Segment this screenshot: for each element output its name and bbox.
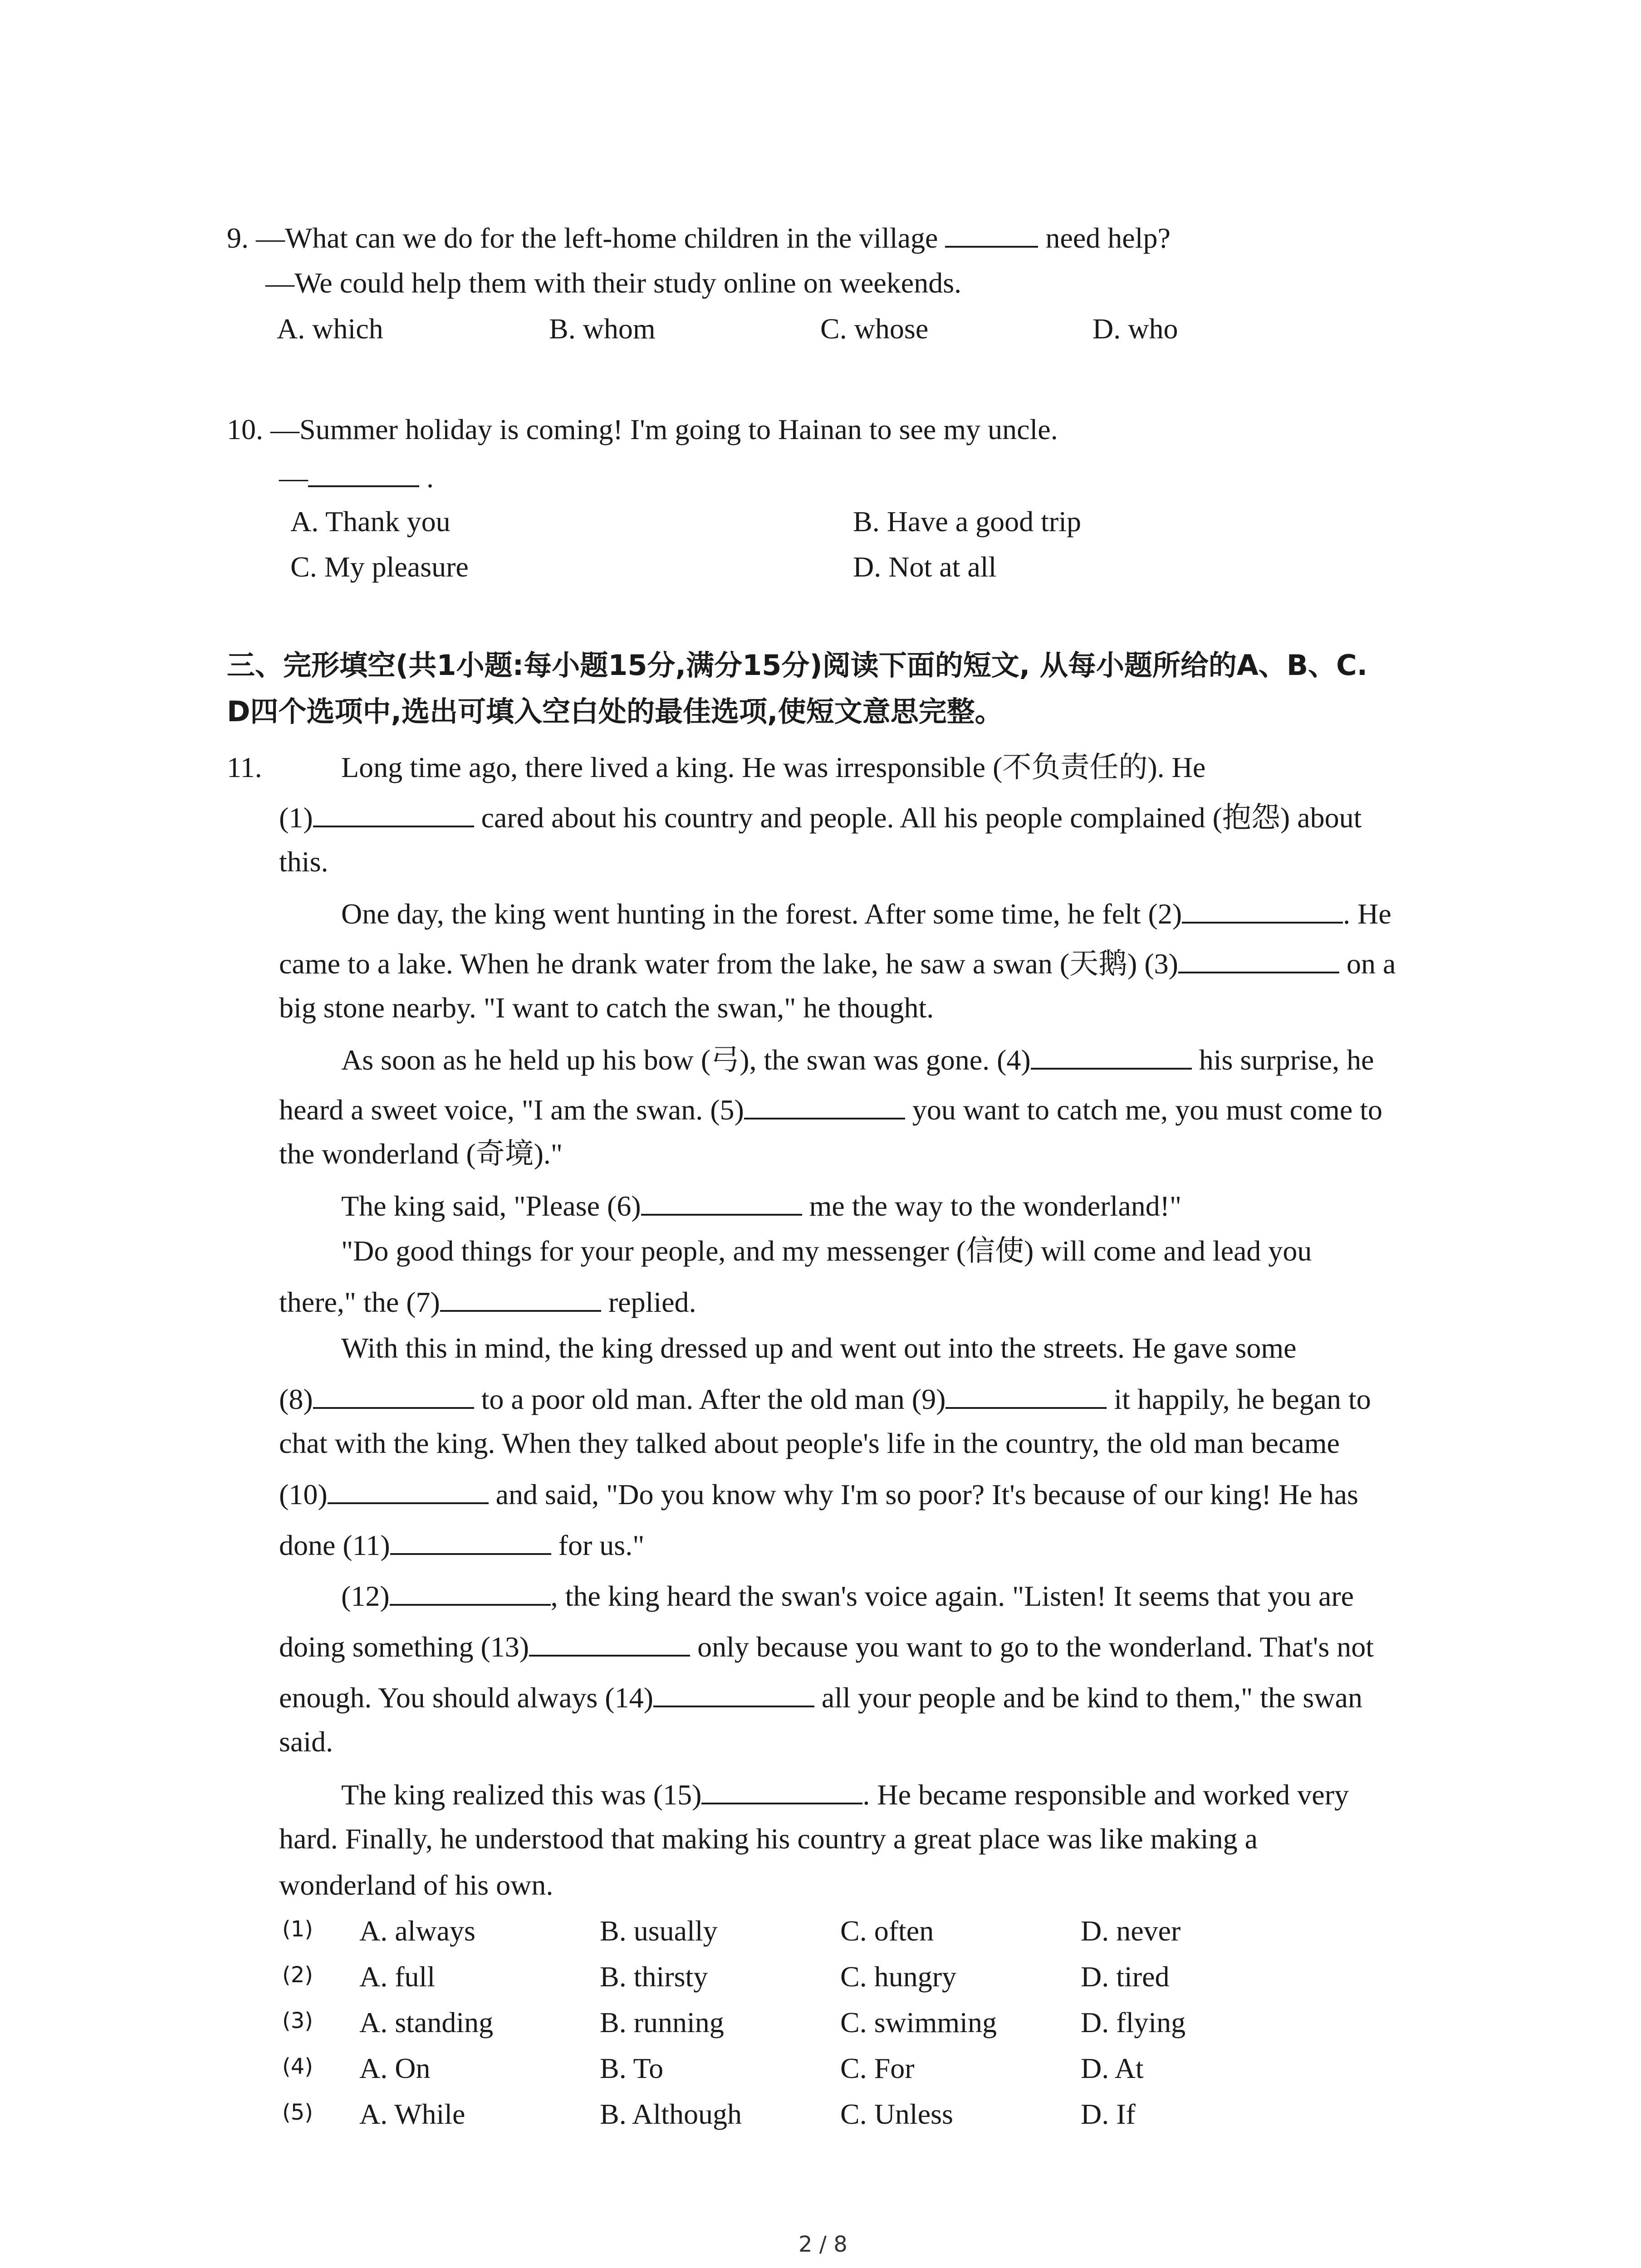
passage-line: chat with the king. When they talked about people's life in the country, the old man became (279, 1427, 1340, 1459)
choice-option: C. swimming (840, 2006, 997, 2038)
passage-text: on a (1339, 948, 1396, 980)
passage-text: his surprise, he (1191, 1044, 1374, 1076)
answer-blank[interactable] (529, 1631, 690, 1657)
choice-option: A. always (359, 1915, 475, 1947)
passage-text: The king realized this was (15) (341, 1779, 702, 1811)
choice-option: C. For (840, 2052, 915, 2084)
q9-stem-text: 9. —What can we do for the left-home children in the village (227, 222, 938, 254)
choice-option: B. thirsty (600, 1960, 708, 1993)
answer-blank[interactable] (1178, 948, 1339, 973)
section-heading: 三、完形填空(共1小题:每小题15分,满分15分)阅读下面的短文, 从每小题所给的A、B、C. (227, 649, 1368, 682)
choice-number: (2) (282, 1962, 313, 1988)
passage-text: As soon as he held up his bow (弓), the swan was gone. (4) (341, 1044, 1031, 1076)
blank-number: (1) (279, 802, 313, 834)
passage-text: all your people and be kind to them," the swan (814, 1681, 1362, 1714)
q9-reply: —We could help them with their study online on weekends. (265, 267, 962, 299)
answer-blank[interactable] (390, 1530, 551, 1555)
passage-line: big stone nearby. "I want to catch the swan," he thought. (279, 992, 934, 1024)
answer-blank[interactable] (328, 1479, 489, 1504)
passage-text: doing something (13) (279, 1631, 529, 1663)
passage-line (279, 1682, 1362, 1712)
q9-stem-end: need help? (1045, 222, 1171, 254)
choice-number: (1) (282, 1916, 313, 1942)
q10-option-d: D. Not at all (853, 551, 997, 583)
passage-text: (12) (341, 1580, 390, 1612)
passage-line (341, 1190, 1181, 1221)
passage-text: enough. You should always (14) (279, 1681, 653, 1714)
passage-text: and said, "Do you know why I'm so poor? It's because of our king! He has (488, 1478, 1358, 1510)
choice-option: A. On (359, 2052, 431, 2084)
choice-option: A. While (359, 2098, 465, 2130)
q10-reply-dash: — (279, 461, 308, 494)
choice-option: A. standing (359, 2006, 494, 2038)
passage-line: this. (279, 846, 328, 878)
passage-text: only because you want to go to the wonderland. That's not (690, 1631, 1374, 1663)
passage-line: the wonderland (奇境)." (279, 1138, 563, 1170)
choice-option: C. often (840, 1915, 934, 1947)
passage-text: The king said, "Please (6) (341, 1190, 641, 1222)
passage-line (279, 802, 1362, 832)
choice-option: B. Although (600, 2098, 742, 2130)
q10-option-a: A. Thank you (290, 505, 451, 538)
passage-text: to a poor old man. After the old man (9) (474, 1383, 946, 1415)
passage-text: heard a sweet voice, "I am the swan. (5) (279, 1094, 744, 1126)
q10-reply (279, 462, 434, 492)
q9-option-c: C. whose (820, 313, 929, 345)
choice-option: D. tired (1081, 1960, 1170, 1993)
passage-line: wonderland of his own. (279, 1869, 554, 1901)
choice-number: (4) (282, 2054, 313, 2079)
section-heading-cont: D四个选项中,选出可填入空白处的最佳选项,使短文意思完整。 (227, 695, 1003, 728)
passage-text: cared about his country and people. All his people complained (抱怨) about (474, 802, 1362, 834)
passage-text: . He (1343, 898, 1391, 930)
answer-blank[interactable] (744, 1094, 905, 1119)
passage-text: (10) (279, 1478, 328, 1510)
passage-text: it happily, he began to (1107, 1383, 1371, 1415)
passage-text: . He became responsible and worked very (862, 1779, 1349, 1811)
answer-blank[interactable] (1031, 1044, 1192, 1070)
passage-line (279, 1094, 1382, 1124)
answer-blank[interactable] (945, 222, 1038, 248)
passage-text: One day, the king went hunting in the forest. After some time, he felt (2) (341, 898, 1182, 930)
passage-text: came to a lake. When he drank water from the lake, he saw a swan (天鹅) (3) (279, 948, 1178, 980)
passage-line: "Do good things for your people, and my messenger (信使) will come and lead you (341, 1235, 1312, 1267)
answer-blank[interactable] (1182, 898, 1343, 924)
passage-line (279, 1479, 1358, 1509)
answer-blank[interactable] (308, 462, 419, 487)
answer-blank[interactable] (313, 1383, 474, 1409)
passage-line (341, 898, 1391, 929)
choice-option: C. Unless (840, 2098, 953, 2130)
answer-blank[interactable] (440, 1286, 601, 1312)
q10-stem: 10. —Summer holiday is coming! I'm going to Hainan to see my uncle. (227, 413, 1058, 445)
q10-reply-end: . (426, 461, 434, 494)
passage-line (341, 1044, 1374, 1075)
passage-line (279, 948, 1396, 978)
q9-option-d: D. who (1092, 313, 1178, 345)
passage-text: you want to catch me, you must come to (905, 1094, 1383, 1126)
choice-option: D. At (1081, 2052, 1144, 2084)
answer-blank[interactable] (313, 802, 474, 827)
page-number: 2 / 8 (798, 2232, 847, 2257)
choice-option: B. To (600, 2052, 664, 2084)
choice-option: A. full (359, 1960, 436, 1993)
choice-option: D. flying (1081, 2006, 1186, 2038)
q10-option-b: B. Have a good trip (853, 505, 1081, 538)
passage-line: With this in mind, the king dressed up and went out into the streets. He gave some (341, 1332, 1297, 1364)
choice-number: (3) (282, 2008, 313, 2033)
passage-text: there," the (7) (279, 1286, 440, 1318)
passage-line (279, 1530, 644, 1560)
q10-option-c: C. My pleasure (290, 551, 469, 583)
answer-blank[interactable] (701, 1779, 862, 1804)
q11-number: 11. (227, 751, 262, 783)
q9-stem (227, 222, 1171, 253)
answer-blank[interactable] (653, 1682, 814, 1707)
answer-blank[interactable] (641, 1190, 802, 1216)
passage-line (279, 1631, 1374, 1662)
answer-blank[interactable] (390, 1580, 551, 1606)
passage-text: for us." (551, 1529, 645, 1561)
passage-line: Long time ago, there lived a king. He was irresponsible (不负责任的). He (341, 751, 1206, 783)
q9-option-b: B. whom (549, 313, 656, 345)
passage-line: said. (279, 1725, 333, 1758)
passage-text: done (11) (279, 1529, 390, 1561)
choice-option: D. never (1081, 1915, 1181, 1947)
choice-number: (5) (282, 2100, 313, 2125)
q9-option-a: A. which (277, 313, 383, 345)
passage-text: (8) (279, 1383, 313, 1415)
passage-text: me the way to the wonderland!" (802, 1190, 1182, 1222)
passage-line (341, 1779, 1349, 1809)
choice-option: B. usually (600, 1915, 718, 1947)
passage-line (279, 1286, 696, 1317)
answer-blank[interactable] (945, 1383, 1107, 1409)
passage-line: hard. Finally, he understood that making his country a great place was like making a (279, 1823, 1258, 1855)
choice-option: C. hungry (840, 1960, 956, 1993)
choice-option: B. running (600, 2006, 724, 2038)
choice-option: D. If (1081, 2098, 1136, 2130)
passage-text: replied. (601, 1286, 696, 1318)
passage-line (341, 1580, 1354, 1611)
passage-text: , the king heard the swan's voice again. "Listen! It seems that you are (550, 1580, 1354, 1612)
passage-line (279, 1383, 1371, 1414)
